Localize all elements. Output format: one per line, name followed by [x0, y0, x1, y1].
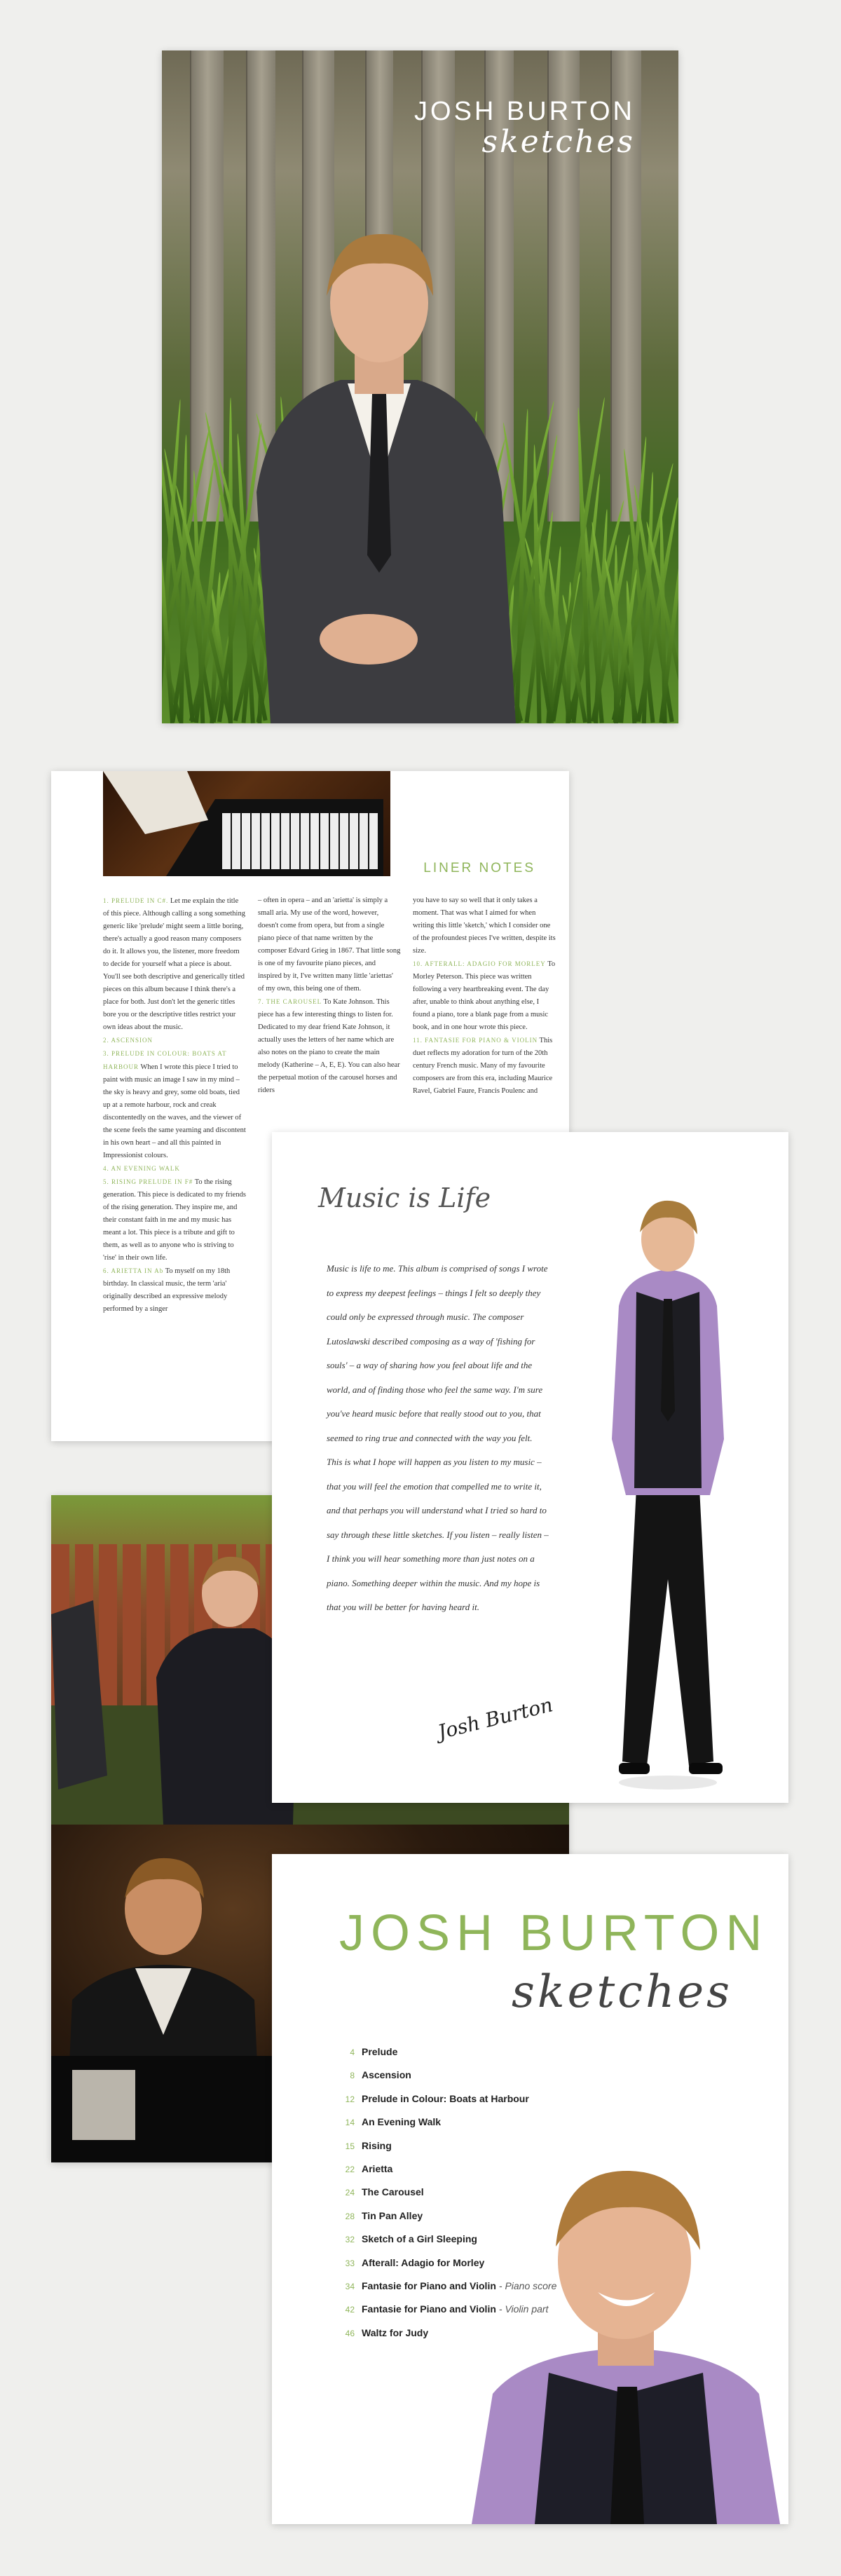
piano-key: [369, 813, 378, 869]
fence-board: [190, 50, 224, 522]
track-note: - Piano score: [498, 2280, 557, 2292]
liner-track-heading: 4. AN EVENING WALK: [103, 1165, 180, 1172]
track-page-number: 34: [345, 2282, 355, 2292]
liner-text: you have to say so well that it only takes a moment. That was what I aimed for when writing this little 'sketch,' which I consider one of the profoundest pieces I've written, despite its size.: [413, 897, 556, 955]
liner-track-heading: 1. PRELUDE IN C#.: [103, 897, 169, 904]
piano-key: [252, 813, 260, 869]
liner-paragraph: [258, 995, 401, 1097]
track-title: Rising: [362, 2139, 392, 2151]
cover-title: [414, 97, 635, 160]
piano-key: [330, 813, 339, 869]
track-item: [336, 2134, 556, 2158]
liner-paragraph: [103, 1047, 246, 1162]
liner-paragraph: [413, 1034, 556, 1098]
fence-picket: [99, 1544, 117, 1712]
liner-paragraph: [103, 894, 246, 1034]
liner-track-heading: 2. ASCENSION: [103, 1037, 153, 1044]
track-item: [336, 2111, 556, 2134]
liner-paragraph: [258, 894, 401, 995]
piano-key: [320, 813, 329, 869]
piano-key: [360, 813, 368, 869]
liner-column-1: [103, 894, 246, 1316]
track-page-number: 14: [345, 2118, 355, 2128]
track-title: Fantasie for Piano and Violin: [362, 2280, 496, 2292]
piano-key: [281, 813, 289, 869]
track-item: [336, 2040, 556, 2064]
liner-paragraph: [413, 894, 556, 958]
liner-paragraph: [103, 1175, 246, 1265]
track-page-number: 8: [350, 2071, 355, 2081]
track-page-number: 28: [345, 2211, 355, 2221]
piano-key: [301, 813, 309, 869]
track-page-number: 22: [345, 2165, 355, 2175]
liner-paragraph: [413, 958, 556, 1034]
liner-track-heading: 5. RISING PRELUDE IN F#: [103, 1178, 193, 1185]
tracklist-album-title: sketches: [512, 1966, 732, 2018]
piano-photo: [103, 771, 390, 876]
track-page-number: 42: [345, 2305, 355, 2315]
standing-portrait: [591, 1187, 745, 1790]
cover-artist-name: JOSH BURTON: [414, 97, 635, 126]
liner-track-heading: 10. AFTERALL: ADAGIO FOR MORLEY: [413, 960, 546, 967]
piano-keys-illustration: [103, 771, 390, 876]
track-title: The Carousel: [362, 2186, 424, 2198]
track-title: Prelude in Colour: Boats at Harbour: [362, 2092, 529, 2104]
track-page-number: 46: [345, 2328, 355, 2338]
liner-notes-heading: LINER NOTES: [423, 861, 535, 875]
track-title: Afterall: Adagio for Morley: [362, 2256, 485, 2268]
track-page-number: 24: [345, 2188, 355, 2198]
liner-paragraph: [103, 1034, 246, 1047]
cover-album-title: sketches: [481, 124, 635, 160]
liner-text: – often in opera – and an 'arietta' is simply a small aria. My use of the word, however, doesn't come from opera, but from a single piano piece of that name written by the composer Edvard Grieg in 1867. That little song is one of my favourite piano pieces, and inspired by it, I've written many little 'ariettas' of my own, this being one of them.: [258, 897, 401, 993]
liner-track-heading: 7. THE CAROUSEL: [258, 998, 322, 1005]
track-page-number: 15: [345, 2141, 355, 2151]
piano-key: [310, 813, 319, 869]
liner-text: To Morley Peterson. This piece was written following a very heartbreaking event. The day after, unable to think about anything else, I found a piano, tore a blank page from a music book, and in one hour wrote this piece.: [413, 960, 556, 1031]
liner-text: To myself on my 18th birthday. In classical music, the term 'aria' originally described an expressive melody performed by a singer: [103, 1267, 231, 1313]
piano-key: [232, 813, 240, 869]
signature: Josh Burton: [435, 1693, 556, 1744]
liner-column-2: [258, 894, 401, 1097]
track-title: Tin Pan Alley: [362, 2209, 423, 2221]
track-title: Prelude: [362, 2046, 398, 2057]
liner-paragraph: [103, 1162, 246, 1175]
track-page-number: 33: [345, 2258, 355, 2268]
piano-key: [261, 813, 270, 869]
piano-key: [222, 813, 231, 869]
track-title: An Evening Walk: [362, 2116, 442, 2128]
liner-column-3: [413, 894, 556, 1098]
liner-paragraph: [103, 1265, 246, 1316]
music-is-life-page: [272, 1132, 788, 1803]
liner-track-heading: 11. FANTASIE FOR PIANO & VIOLIN: [413, 1037, 538, 1044]
track-title: Fantasie for Piano and Violin: [362, 2303, 496, 2315]
liner-text: This duet reflects my adoration for turn of the 20th century French music. Many of my favourite composers are from this era, including Maurice Ravel, Gabriel Faure, Francis Poulenc and: [413, 1037, 553, 1095]
music-is-life-body: Music is life to me. This album is comprised of songs I wrote to express my deepest feelings – things I felt so deeply they could only be expressed through music. The composer Lutoslawski described composing as a way of 'fishing for souls' – a way of sharing how you feel about life and the world, and of finding those who feel the same way. I'm sure you've heard music before that really stood out to you, that seemed to ring true and connected with the way you felt. This is what I hope will happen as you listen to my music – that you will feel the emotion that compelled me to write it, and that perhaps you will understand what I tried so hard to say through these little sketches. If you listen – really listen – I think you will hear something more than just notes on a piano. Something deeper within the music. And my hope is that you will be better for having heard it.: [327, 1263, 549, 1612]
track-list-page: [272, 1854, 788, 2524]
piano-key: [350, 813, 358, 869]
piano-key: [242, 813, 250, 869]
piano-key: [340, 813, 348, 869]
liner-text: Let me explain the title of this piece. Although calling a song something generic like 'prelude' might seem a little boring, there's actually a good reason many composers do it. It allows you, the listener, more freedom to decide for yourself what a piece is about. You'll see both descriptive and generically titled pieces on this album because I think there's a place for both. Just don't let the generic titles bore you or the descriptive titles restrict your own ideas about the music.: [103, 897, 245, 1031]
track-page-number: 4: [350, 2047, 355, 2057]
liner-track-heading: 6. ARIETTA IN Ab: [103, 1267, 164, 1274]
track-title: Sketch of a Girl Sleeping: [362, 2233, 477, 2245]
liner-text: To the rising generation. This piece is dedicated to my friends of the rising generation. They inspire me, and their constant faith in me and my music has meant a lot. This piece is a tribute and gift to them, as well as to anyone who is striving to 'rise' in their own life.: [103, 1178, 246, 1262]
track-note: - Violin part: [498, 2303, 549, 2315]
track-item: [336, 2064, 556, 2087]
tracklist-artist-name: JOSH BURTON: [339, 1905, 769, 1961]
liner-text: To Kate Johnson. This piece has a few interesting things to listen for. Dedicated to my dear friend Kate Johnson, it actually uses the letters of her name which are also notes on the piano to create the main melody (Katherine – A, E, E). You can also hear the perpetual motion of the carousel horses and riders: [258, 998, 400, 1094]
liner-track-heading: 3. PRELUDE IN COLOUR: BOATS AT HARBOUR: [103, 1050, 227, 1070]
piano-key: [291, 813, 299, 869]
track-page-number: 32: [345, 2235, 355, 2245]
album-cover: [162, 50, 678, 723]
cover-portrait: [228, 191, 530, 723]
track-title: Ascension: [362, 2069, 411, 2081]
music-is-life-heading: Music is Life: [318, 1183, 491, 1213]
track-title: Arietta: [362, 2163, 393, 2175]
track-page-number: 12: [345, 2094, 355, 2104]
piano-key: [271, 813, 280, 869]
track-item: [336, 2087, 556, 2111]
track-title: Waltz for Judy: [362, 2326, 429, 2338]
smiling-portrait: [465, 2162, 787, 2524]
fence-picket: [123, 1544, 141, 1712]
liner-text: When I wrote this piece I tried to paint with music an image I saw in my mind – the sky is heavy and grey, some old boats, tied up at a remote harbour, rock and creak discontentedly on the waves, and the viewer of the scene feels the same yearning and discontent in his own heart – and all this painted in Impressionist colours.: [103, 1063, 246, 1159]
